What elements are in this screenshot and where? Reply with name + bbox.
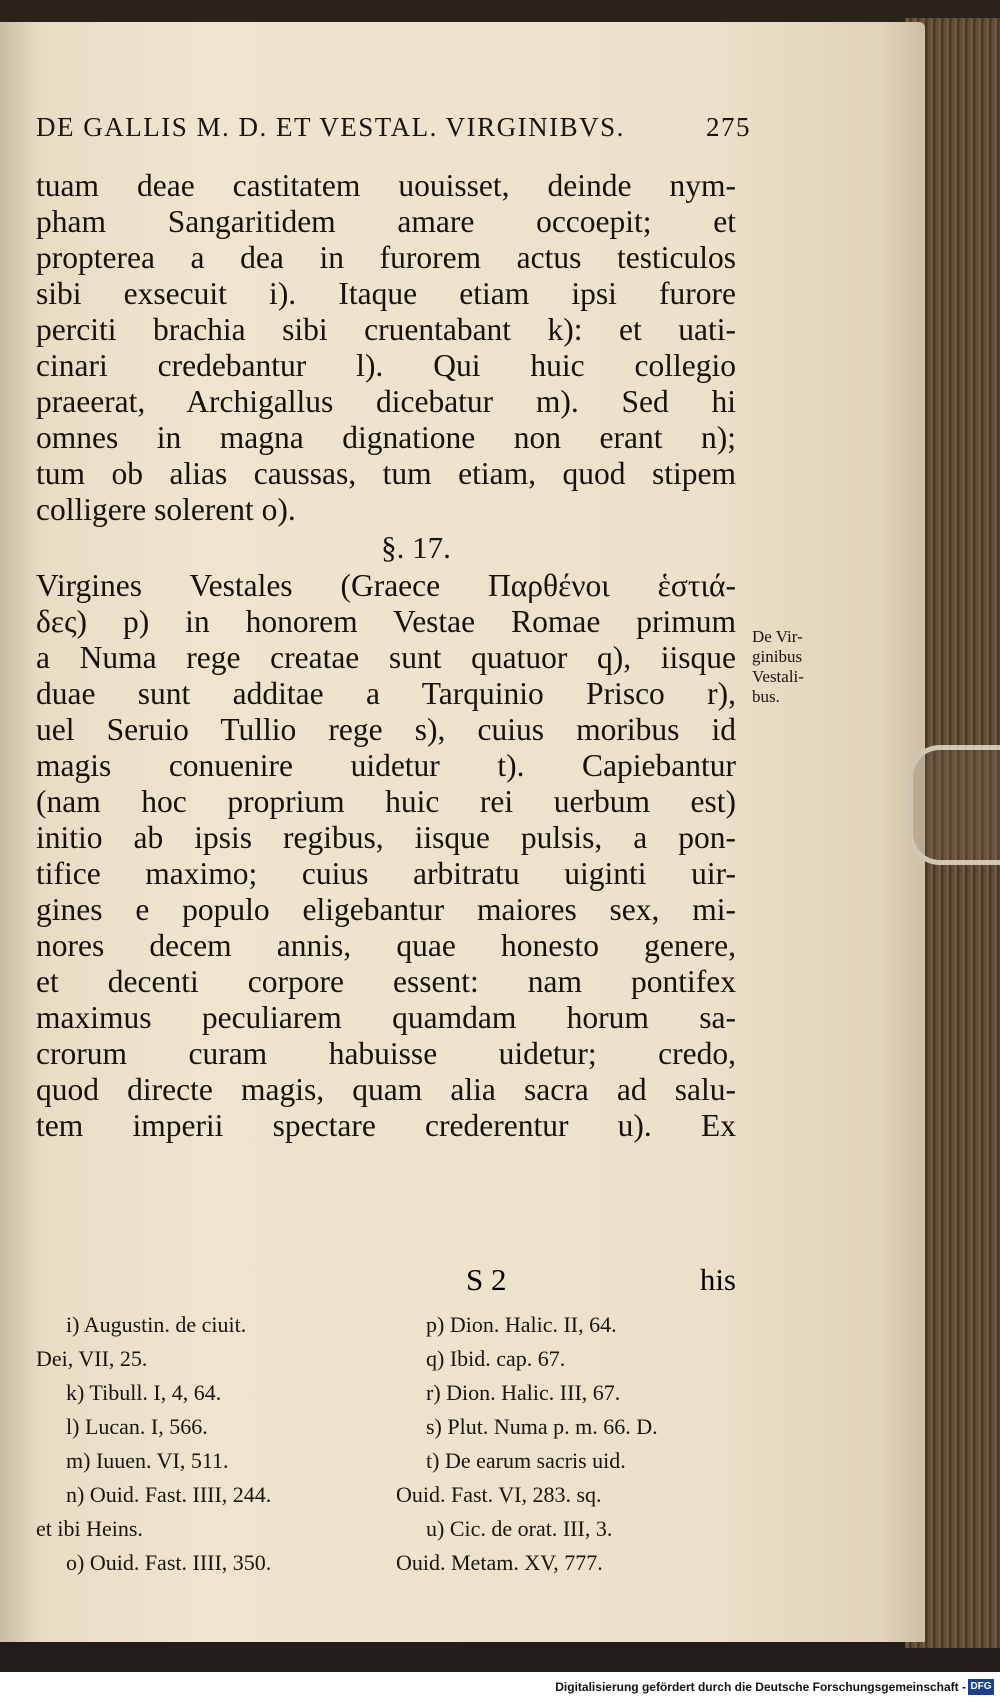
footnote: s) Plut. Numa p. m. 66. D. [426,1414,658,1439]
footnote: p) Dion. Halic. II, 64. [426,1312,617,1337]
footnote: Ouid. Fast. VI, 283. sq. [396,1482,602,1507]
footnotes-left-column [36,1308,366,1580]
dfg-logo-icon: DFG [968,1679,994,1695]
text-line: pham Sangaritidem amare occoepit; et [36,204,736,239]
text-line: nores decem annis, quae honesto genere, [36,928,736,963]
page-number: 275 [706,112,751,142]
text-line: colligere solerent o). [36,492,296,527]
footnote: t) De earum sacris uid. [426,1448,626,1473]
footnote: o) Ouid. Fast. IIII, 350. [66,1550,272,1575]
text-line: tem imperii spectare crederentur u). Ex [36,1108,736,1143]
text-line: propterea a dea in furorem actus testiculos [36,240,736,275]
text-line: duae sunt additae a Tarquinio Prisco r), [36,676,736,711]
footnote: i) Augustin. de ciuit. [66,1312,247,1337]
text-line: sibi exsecuit i). Itaque etiam ipsi furore [36,276,736,311]
main-text [36,168,736,1144]
catchword: his [699,1262,736,1297]
footnote: m) Iuuen. VI, 511. [66,1448,229,1473]
margin-note-line: Vestali- [752,667,804,686]
page-clip [908,745,1000,865]
text-line: a Numa rege creatae sunt quatuor q), iisque [36,640,736,675]
section-mark: §. 17. [381,530,451,565]
margin-note-line: bus. [752,687,780,706]
running-head [36,112,751,143]
text-line: (nam hoc proprium huic rei uerbum est) [36,784,736,819]
footnote: n) Ouid. Fast. IIII, 244. [66,1482,272,1507]
text-line: Virgines Vestales (Graece Παρθένοι ἑστιά- [36,568,736,603]
footnote: u) Cic. de orat. III, 3. [426,1516,613,1541]
text-line: initio ab ipsis regibus, iisque pulsis, a pon- [36,820,736,855]
text-line: et decenti corpore essent: nam pontifex [36,964,736,999]
footnotes-right-column [396,1308,726,1580]
text-line: crorum curam habuisse uidetur; credo, [36,1036,736,1071]
text-line: maximus peculiarem quamdam horum sa- [36,1000,736,1035]
footnote: q) Ibid. cap. 67. [426,1346,566,1371]
text-line: praeerat, Archigallus dicebatur m). Sed hi [36,384,736,419]
footnote: et ibi Heins. [36,1516,143,1541]
text-line: omnes in magna dignatione non erant n); [36,420,736,455]
text-line: tum ob alias caussas, tum etiam, quod stipem [36,456,736,491]
text-line: uel Seruio Tullio rege s), cuius moribus id [36,712,736,747]
margin-note-line: ginibus [752,647,803,666]
footnote: Dei, VII, 25. [36,1346,148,1371]
text-line: δες) p) in honorem Vestae Romae primum [36,604,736,639]
running-head-title: DE GALLIS M. D. ET VESTAL. VIRGINIBVS. [36,112,625,142]
footnote: k) Tibull. I, 4, 64. [66,1380,222,1405]
text-line: cinari credebantur l). Qui huic collegio [36,348,736,383]
catchline [36,1262,736,1298]
text-line: tifice maximo; cuius arbitratu uiginti uir- [36,856,736,891]
text-line: perciti brachia sibi cruentabant k): et uati- [36,312,736,347]
footnote: l) Lucan. I, 566. [66,1414,208,1439]
margin-note [752,627,842,707]
signature-mark: S 2 [466,1262,507,1297]
text-line: quod directe magis, quam alia sacra ad salu- [36,1072,736,1107]
footnote: Ouid. Metam. XV, 777. [396,1550,603,1575]
text-line: magis conuenire uidetur t). Capiebantur [36,748,736,783]
footnote: r) Dion. Halic. III, 67. [426,1380,621,1405]
digitization-credit: Digitalisierung gefördert durch die Deutsche Forschungsgemeinschaft - [555,1680,966,1694]
margin-note-line: De Vir- [752,627,803,646]
text-line: gines e populo eligebantur maiores sex, mi- [36,892,736,927]
text-line: tuam deae castitatem uouisset, deinde nym- [36,168,736,203]
